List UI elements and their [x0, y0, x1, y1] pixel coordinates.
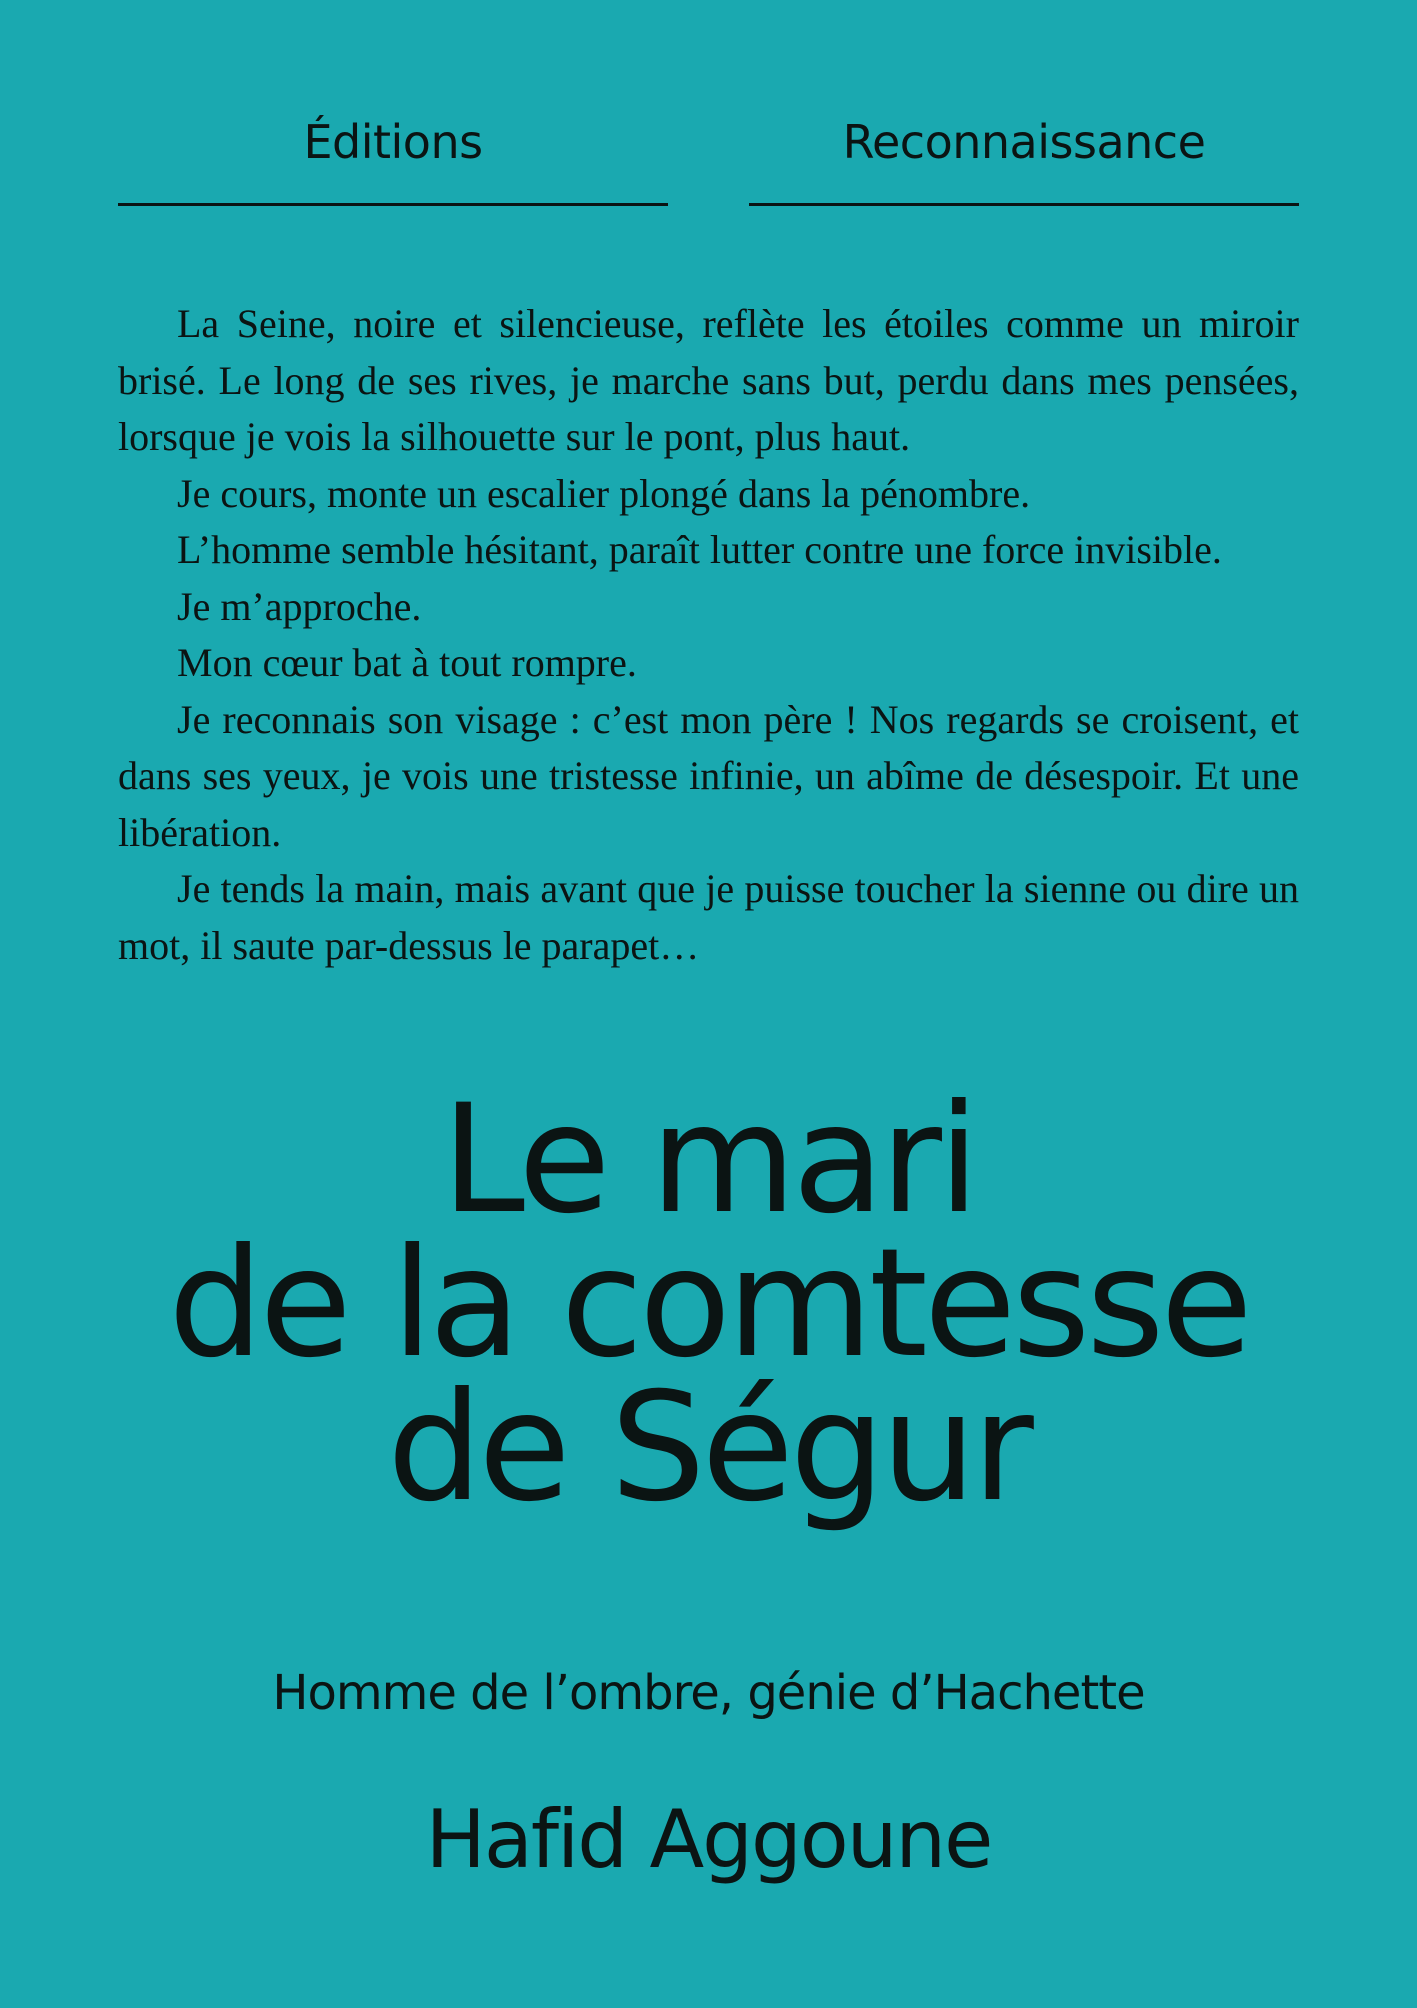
book-title-line: de la comtesse — [168, 1217, 1249, 1391]
publisher-right-column — [749, 104, 1299, 206]
excerpt-paragraph: Je cours, monte un escalier plongé dans la pénombre. — [177, 470, 1031, 516]
back-cover-excerpt — [118, 296, 1299, 974]
excerpt-paragraph: Je m’approche. — [177, 583, 422, 629]
publisher-word-reconnaissance: Reconnaissance — [842, 115, 1206, 169]
excerpt-paragraph: La Seine, noire et silencieuse, reflète les étoiles comme un miroir brisé. Le long de ses rives, je marche sans but, perdu dans mes pensées, lorsque je vois la silhouette sur le pont, plus haut. — [118, 301, 1299, 459]
book-title — [0, 1073, 1417, 1535]
publisher-right-rule — [749, 203, 1299, 206]
excerpt-paragraph: Je reconnais son visage : c’est mon père ! Nos regards se croisent, et dans ses yeux, je vois une tristesse infinie, un abîme de désespoir. Et une libération. — [118, 696, 1299, 855]
publisher-header — [118, 104, 1299, 206]
publisher-left-rule — [118, 203, 668, 206]
excerpt-paragraph: Mon cœur bat à tout rompre. — [177, 640, 637, 685]
book-title-line: Le mari — [441, 1073, 976, 1247]
book-title-line: de Ségur — [387, 1361, 1030, 1535]
excerpt-paragraph: Je tends la main, mais avant que je puisse toucher la sienne ou dire un mot, il saute par-dessus le parapet… — [118, 866, 1299, 968]
publisher-left-column — [118, 104, 668, 206]
excerpt-paragraph: L’homme semble hésitant, paraît lutter contre une force invisible. — [177, 527, 1222, 572]
publisher-word-editions: Éditions — [303, 115, 483, 169]
book-subtitle: Homme de l’ombre, génie d’Hachette — [272, 1665, 1145, 1721]
book-author: Hafid Aggoune — [425, 1793, 992, 1886]
